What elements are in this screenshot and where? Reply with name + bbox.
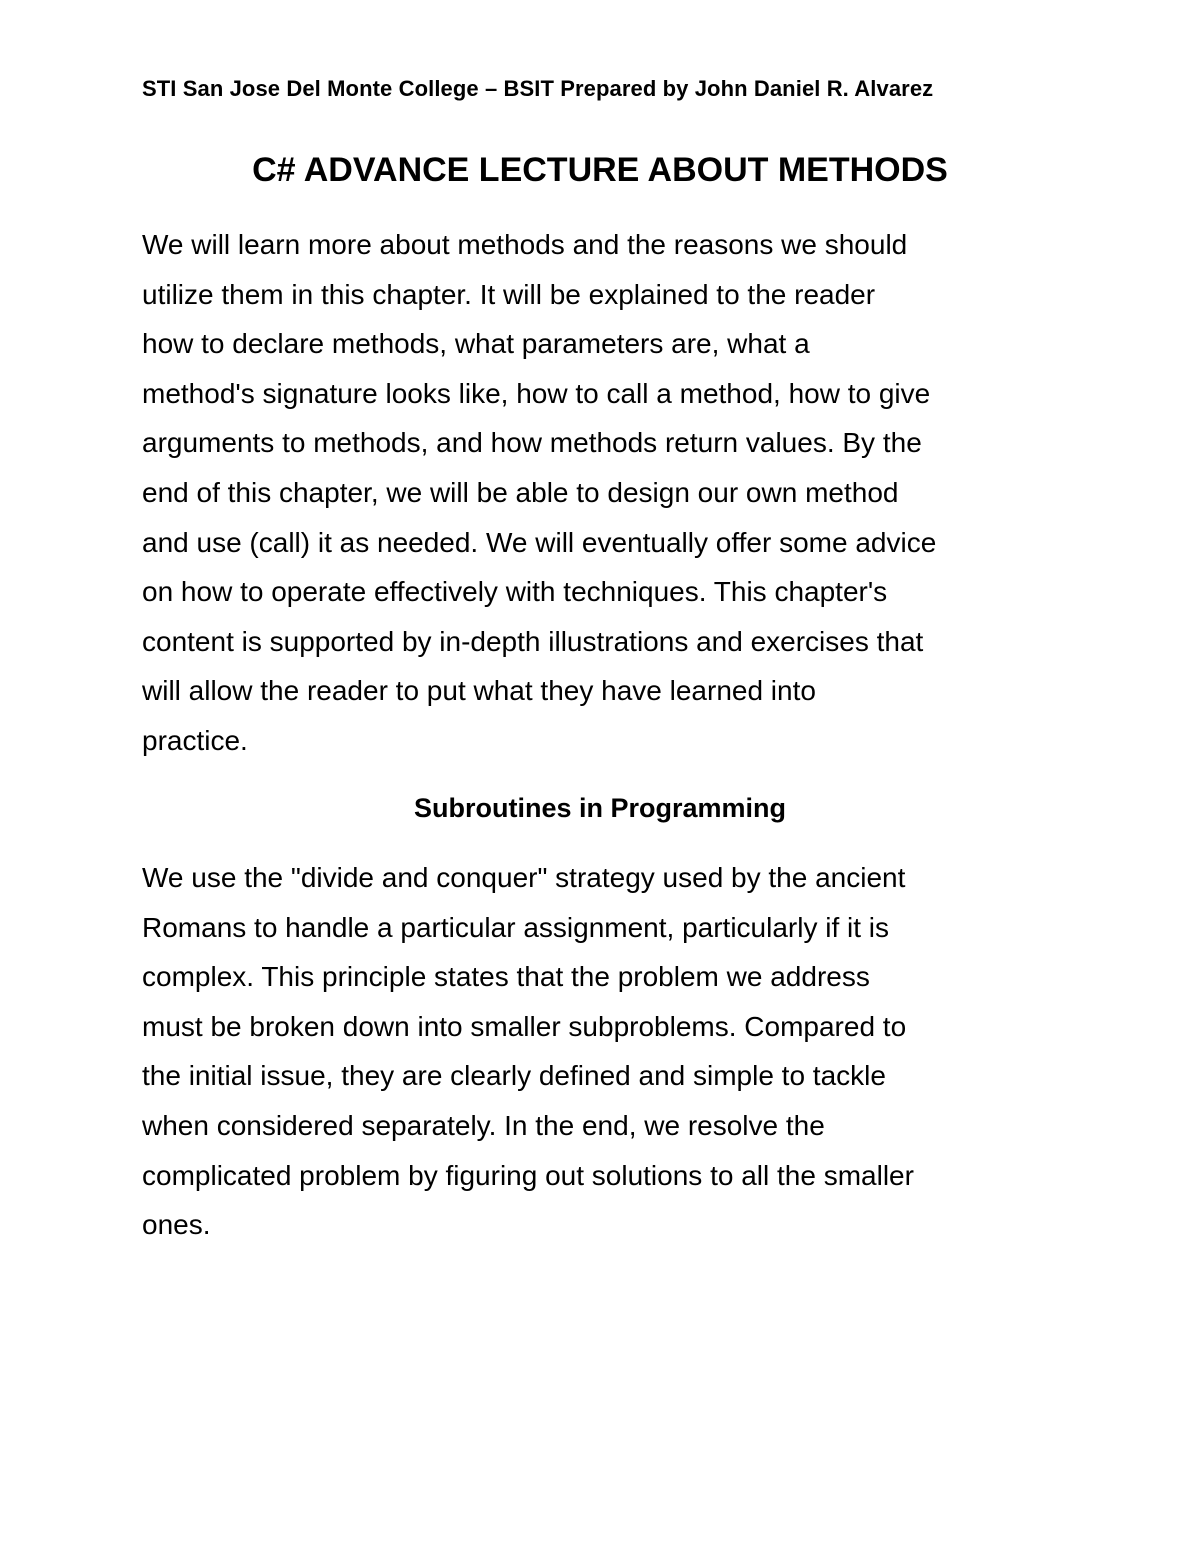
paragraph-line: how to declare methods, what parameters are, what a	[142, 328, 810, 360]
paragraph-line: method's signature looks like, how to call a method, how to give	[142, 377, 931, 409]
paragraph-line: complicated problem by figuring out solutions to all the smaller	[142, 1159, 914, 1191]
paragraph-line: arguments to methods, and how methods return values. By the	[142, 427, 922, 459]
paragraph-line: end of this chapter, we will be able to design our own method	[142, 476, 899, 508]
section-paragraph	[142, 853, 1062, 1250]
paragraph-line: We use the "divide and conquer" strategy used by the ancient	[142, 862, 906, 893]
paragraph-line: and use (call) it as needed. We will eventually offer some advice	[142, 526, 937, 558]
page-header: STI San Jose Del Monte College – BSIT Prepared by John Daniel R. Alvarez	[142, 76, 934, 101]
paragraph-line: ones.	[142, 1209, 211, 1241]
paragraph-line: content is supported by in-depth illustrations and exercises that	[142, 625, 924, 657]
paragraph-line: We will learn more about methods and the reasons we should	[142, 229, 908, 260]
paragraph-line: complex. This principle states that the problem we address	[142, 961, 870, 993]
paragraph-line: the initial issue, they are clearly defined and simple to tackle	[142, 1060, 886, 1092]
paragraph-line: on how to operate effectively with techniques. This chapter's	[142, 576, 888, 608]
paragraph-line: Romans to handle a particular assignment, particularly if it is	[142, 911, 890, 943]
document-title: C# ADVANCE LECTURE ABOUT METHODS	[252, 151, 948, 189]
paragraph-line: must be broken down into smaller subproblems. Compared to	[142, 1010, 907, 1042]
paragraph-line: utilize them in this chapter. It will be explained to the reader	[142, 278, 876, 310]
section-heading: Subroutines in Programming	[413, 793, 787, 823]
paragraph-line: when considered separately. In the end, we resolve the	[142, 1109, 825, 1141]
paragraph-line: practice.	[142, 724, 248, 756]
intro-paragraph	[142, 220, 1062, 766]
paragraph-line: will allow the reader to put what they have learned into	[142, 675, 816, 707]
